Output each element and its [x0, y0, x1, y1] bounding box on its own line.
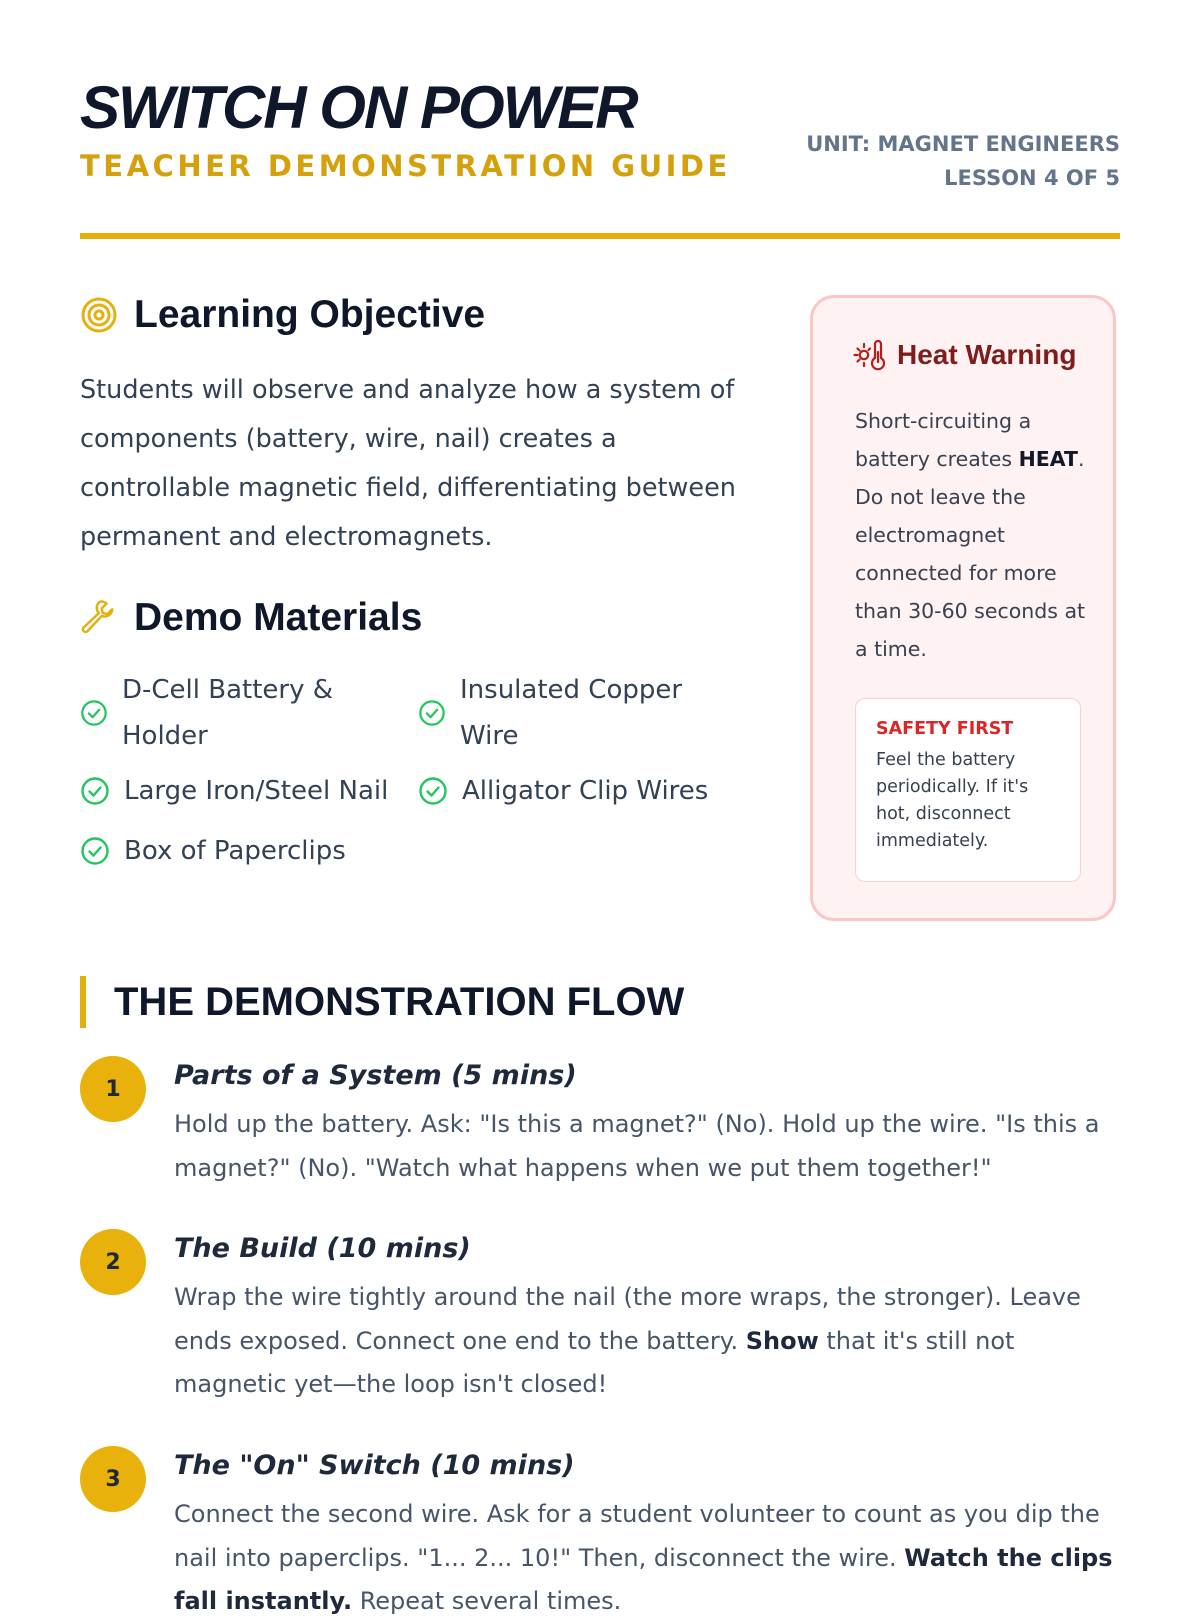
warning-text-part: . Do not leave the electromagnet connected for more than 30-60 seconds at a time.: [855, 447, 1086, 661]
safety-first-box: [855, 698, 1081, 882]
lesson-meta: [806, 127, 1120, 195]
step-text-part: Connect the second wire. Ask for a student volunteer to count as you dip the nail into paperclips. "1... 2... 10!" Then, disconnect the wire.: [174, 1500, 1100, 1572]
check-circle-icon: [80, 776, 110, 806]
check-circle-icon: [418, 776, 448, 806]
accent-bar: [80, 976, 86, 1028]
heat-warning-card: [810, 295, 1116, 921]
target-icon: [80, 296, 118, 334]
warning-text-emphasis: HEAT: [1018, 447, 1079, 471]
lesson-label: LESSON 4 OF 5: [944, 166, 1120, 190]
list-item: [418, 667, 738, 759]
objective-heading: [80, 293, 485, 337]
step-description: [174, 1276, 1124, 1407]
material-label: Large Iron/Steel Nail: [124, 776, 389, 806]
unit-label: UNIT: MAGNET ENGINEERS: [806, 132, 1120, 156]
check-circle-icon: [80, 699, 108, 727]
warning-heading: [853, 338, 1076, 372]
warning-title: Heat Warning: [897, 339, 1077, 370]
safety-text: Feel the battery periodically. If it's hot, disconnect immediately.: [876, 750, 1029, 851]
step-title: The "On" Switch (10 mins): [174, 1450, 575, 1481]
step-title: Parts of a System (5 mins): [174, 1060, 577, 1091]
step-number-badge: 1: [80, 1056, 146, 1122]
wrench-icon: [80, 599, 118, 637]
material-label: Alligator Clip Wires: [462, 776, 709, 806]
safety-label: SAFETY FIRST: [876, 719, 1014, 739]
step-number-badge: 3: [80, 1446, 146, 1512]
flow-title: THE DEMONSTRATION FLOW: [114, 979, 685, 1024]
check-circle-icon: [80, 836, 110, 866]
page-title: SWITCH ON POWER: [80, 74, 637, 141]
list-item: [80, 768, 420, 814]
list-item: [80, 828, 420, 874]
objective-title: Learning Objective: [134, 293, 486, 336]
step-title: The Build (10 mins): [174, 1233, 471, 1264]
step-text-part: Repeat several times.: [352, 1587, 622, 1615]
materials-heading: [80, 596, 422, 640]
header-divider: [80, 233, 1120, 239]
step-text-part: that it's still not magnetic yet—the loop isn't closed!: [174, 1326, 1015, 1398]
materials-title: Demo Materials: [134, 596, 423, 639]
check-circle-icon: [418, 699, 446, 727]
step-description: Hold up the battery. Ask: "Is this a magnet?" (No). Hold up the wire. "Is this a magnet?" (No). "Watch what happens when we put them together!": [174, 1110, 1100, 1182]
material-label: Box of Paperclips: [124, 836, 346, 866]
material-label: Insulated Copper Wire: [460, 675, 683, 751]
lesson-page: [80, 0, 1120, 1615]
step-text-part: Wrap the wire tightly around the nail (the more wraps, the stronger). Leave ends exposed. Connect one end to the battery.: [174, 1283, 1081, 1355]
warning-text-part: Short-circuiting a battery creates: [855, 409, 1032, 471]
page-subtitle: TEACHER DEMONSTRATION GUIDE: [80, 149, 731, 183]
step-text-emphasis: Watch the clips fall instantly.: [174, 1543, 1113, 1615]
material-label: D-Cell Battery & Holder: [122, 675, 334, 751]
list-item: [80, 667, 400, 759]
list-item: [418, 768, 748, 814]
step-number-badge: 2: [80, 1229, 146, 1295]
step-text-emphasis: Show: [745, 1326, 819, 1355]
objective-text: Students will observe and analyze how a system of components (battery, wire, nail) creates a controllable magnetic field, differentiating between permanent and electromagnets.: [80, 375, 736, 552]
step-description: [174, 1493, 1124, 1624]
hot-thermometer-icon: [853, 338, 887, 372]
flow-heading: [80, 976, 684, 1028]
warning-text: [855, 402, 1091, 668]
